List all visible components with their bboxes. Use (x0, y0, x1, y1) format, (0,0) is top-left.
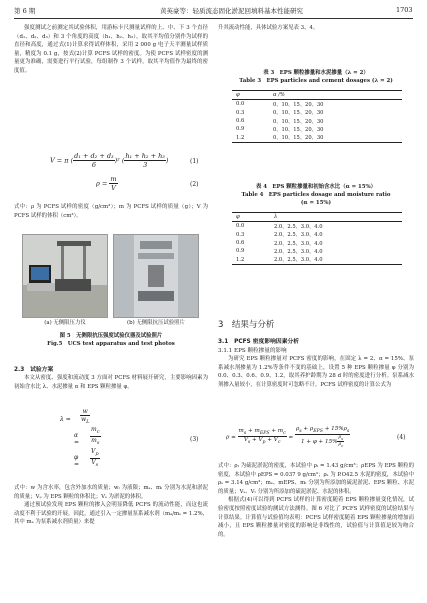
figure-5a-label: (a) 无侧限压力仪 (44, 320, 86, 326)
table-cell: 0.9 (236, 126, 245, 133)
table-cell: 0.0 (236, 101, 245, 108)
table-cell: 0、10、15、20、30 (269, 133, 402, 142)
equation-4-number: (4) (397, 434, 406, 441)
table-4-title-cn: 表 4 EPS 颗粒掺量和初始含水比（α = 15%） (255, 184, 377, 190)
table-row (232, 255, 402, 264)
table-cell: 1.2 (232, 255, 270, 264)
equation-1-number: (1) (190, 158, 199, 165)
table-cell: 1.2 (232, 133, 269, 142)
table-3-header-row (232, 91, 402, 100)
table-row (232, 100, 402, 109)
table-cell: 2.0、2.5、3.0、4.0 (273, 248, 323, 255)
equation-2: ρ = $\frac{m}{V}$ (96, 175, 117, 192)
table-4-title-en: Table 4 EPS particles dosage and moisture ratio (241, 192, 391, 198)
equation-4: ρ = $\frac{m_s + m_{EPS} + m_c}{V_s + V_p + V_c}$ = $\rho_s + \rho_{EPS} + 15\%\rho_s$ 1 + φ + 15% $\frac{\rho_s}{\rho_c}$ (226, 426, 350, 448)
figure-5-caption-cn: 图 5 无侧限抗压强度试验仪器及试验照片 (59, 333, 163, 339)
table-cell: 0.9 (236, 248, 245, 255)
table-3-title-en: Table 3 EPS particles and cement dosages (λ = 2) (239, 78, 393, 84)
section-3-1-1-heading: 3.1.1 EPS 颗粒掺量的影响 (218, 348, 287, 354)
equation-1: V = π ( $\frac{\text{d₁ + d₂ + d₃}}{6}$ )² ( $\frac{\text{h₁ + h₂ + h₃}}{3}$ ) (50, 152, 169, 169)
table-row (232, 133, 402, 142)
header-rule (14, 18, 413, 19)
table-cell: 0.6 (236, 118, 245, 125)
table-3-header: α /% (269, 91, 402, 100)
table-3 (232, 90, 402, 143)
table-cell: 0.0 (236, 223, 245, 230)
table-row (232, 231, 402, 239)
table-cell: 0.3 (236, 109, 245, 116)
table-4-title-en-2: (α = 15%) (300, 200, 332, 206)
section-3-heading: 3 结果与分析 (218, 320, 275, 330)
table-row (232, 109, 402, 117)
right-paragraph-1: 升其流动性能，具体试验方案见表 3、4。 (218, 25, 319, 31)
table-row (232, 239, 402, 247)
figure-5b-label: (b) 无侧限抗压试验照片 (127, 320, 185, 326)
figure-5b-photo (113, 234, 199, 318)
section-3-1-heading: 3.1 PCFS 密度影响因素分析 (218, 339, 300, 345)
table-row (232, 247, 402, 255)
section-2-3-heading: 2.3 试验方案 (14, 367, 54, 373)
table-cell: 0.6 (236, 240, 245, 247)
table-cell: 0、10、15、20、30 (272, 126, 324, 133)
running-title: 黄英豪等：轻质流态固化淤泥回填料基本性能研究 (160, 7, 303, 15)
table-cell: 0、10、15、20、30 (272, 110, 324, 117)
left-paragraph-3: 本文从密度、强度和流动度 3 方面对 PCFS 材料展开研究，主要影响因素为初始含水比 λ、水泥掺量 α 和 EPS 颗粒掺量 φ。 (14, 375, 208, 390)
table-row (232, 222, 402, 231)
equation-3-number: (3) (190, 436, 199, 443)
left-paragraph-2: 式中：ρ 为 PCFS 试样的密度（g/cm³）；m 为 PCFS 试样的质量（g）；V 为 PCFS 试样的体积（cm³）。 (14, 204, 208, 219)
ucs-test-photo-image (114, 235, 198, 317)
figure-5a-photo (22, 234, 108, 318)
table-cell: 0、10、15、20、30 (272, 118, 324, 125)
ucs-apparatus-image (23, 235, 107, 317)
table-cell: 0、10、15、20、30 (272, 101, 324, 108)
left-paragraph-4: 式中：w 为含水率，包含外加水的质量；wₗ 为液限；mₛ、mᵢ 分别为水泥和淤泥的质量；Vₚ 为 EPS 颗粒的体积比；Vₛ 为淤泥的体积。 通过预试验发现 EPS 颗粒的掺入会明显降低 PCFS 的流动性能，而这也流动度不利于试验的开展。因此，通过引入一定掺量泵系减水剂（mₐ/mₛ = 1.2%，其中 mₐ 为泵系减水剂质量）来提 (14, 485, 208, 526)
left-paragraph-1: 强度测试之前测定其试验体积，用游标卡尺测量试样的上、中、下 3 个直径（d₁、d₂、d₃）和 3 个角度的高度（h₁、h₂、h₃），取其平均值分别作为试样的直径和高度，通过式(1)计算求得试样体积，采用 2 000 g 电子天平测量试样质量，精度为 0.1 g，按式(2)计算 PCFS 试样的密度。为使 PCFS 试样密度的测量更为准确，需要进行平行试验，每组制作 3 个试样，取其平均值作为最终的密度值。 (14, 25, 208, 74)
table-cell: 2.0、2.5、3.0、4.0 (273, 240, 323, 247)
table-cell: 2.0、2.5、3.0、4.0 (270, 255, 402, 264)
figure-5-caption-en: Fig.5 UCS test apparatus and test photos (47, 341, 175, 347)
page-number: 1703 (396, 6, 413, 14)
table-4-header-row (232, 213, 402, 222)
table-3-header: φ (232, 91, 269, 100)
table-row (232, 117, 402, 125)
right-paragraph-2: 为研究 EPS 颗粒掺量对 PCFS 密度的影响，在固定 λ = 2、α = 15%、泵系减水剂掺量为 1.2%等条件不变的基础上，设置 5 种 EPS 颗粒掺量 φ 分别为 0.0、0.3、0.6、0.9、1.2，取其养护龄期为 28 d 时的密度进行分析。泵系减水剂掺入量较小，在计算密度时可忽略不计。PCFS 试样密度的计算公式为 (218, 356, 414, 388)
table-row (232, 125, 402, 133)
table-cell: 2.0、2.5、3.0、4.0 (273, 232, 323, 239)
table-cell: 2.0、2.5、3.0、4.0 (273, 223, 323, 230)
issue-number: 第 6 期 (14, 7, 36, 15)
table-4-header: λ (270, 213, 402, 222)
equation-2-number: (2) (190, 181, 199, 188)
right-paragraph-3: 式中：ρₜ 为硫泥淤泥的密度，本试验中 ρₜ = 1.43 g/cm³；ρEPS 为 EPS 颗粒的密度，本试验中 ρEPS = 0.037 9 g/cm³；ρₛ 为 P.O42.5 水泥的密度，本试验中 ρₛ = 3.14 g/cm³；mₛ、mEPS、mₜ 分别为所添加的硫泥淤泥、EPS 颗粒、水泥的质量；Vₛ、Vₜ 分别为所添加的硫泥淤泥、水泥的体积。 根据式(4)可以得到 PCFS 试样的计算密度随着 EPS 颗粒掺量变化情况，试验密度按照密度试验的测试方法测得。图 6 对比了 PCFS 试样密度的试验结果与计算结果。计算值与试验值均表明：PCFS 试样密度随着 EPS 颗粒掺量的增加而减小，且 EPS 颗粒掺量对密度的影响是非线性的，试验值与计算值是较为吻合的。 (218, 463, 414, 538)
table-cell: 0.3 (236, 231, 245, 238)
table-4 (232, 212, 402, 265)
table-4-header: φ (232, 213, 270, 222)
table-3-title-cn: 表 3 EPS 颗粒掺量和水泥掺量（λ = 2） (263, 70, 369, 76)
